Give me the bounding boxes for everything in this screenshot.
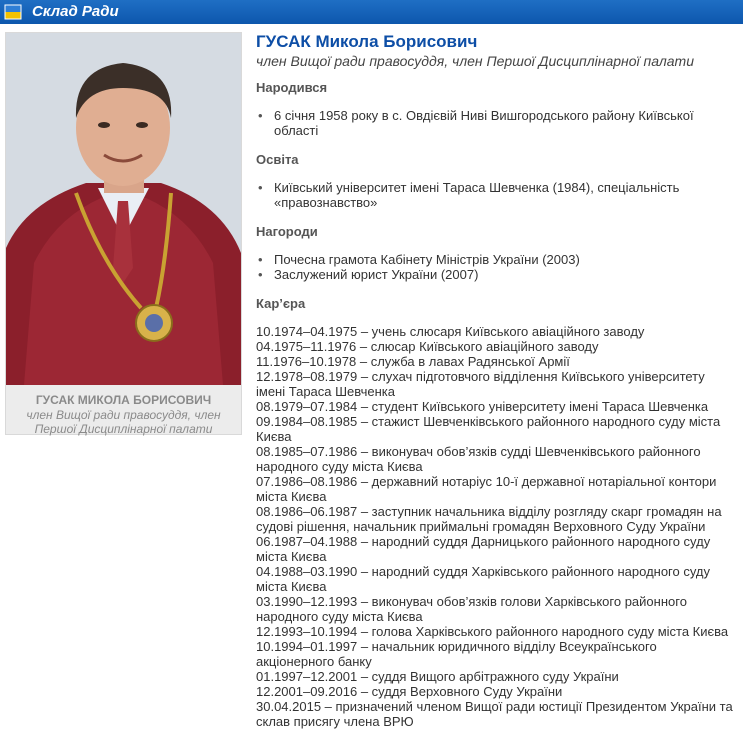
ukraine-flag-icon (4, 3, 22, 21)
photo-caption-role: член Вищої ради правосуддя, член Першої Дисциплінарної палати (26, 408, 221, 436)
career-list (256, 324, 736, 729)
career-item: 09.1984–08.1985 – стажист Шевченківського районного народного суду міста Києва (256, 414, 721, 444)
career-item: 06.1987–04.1988 – народний суддя Дарницького районного народного суду міста Києва (256, 534, 711, 564)
education-list (256, 180, 736, 210)
career-item: 12.1993–10.1994 – голова Харківського районного народного суду міста Києва (256, 624, 729, 639)
career-item: 30.04.2015 – призначений членом Вищої ради юстиції Президентом України та склав присягу члена ВРЮ (256, 699, 733, 729)
career-item: 12.2001–09.2016 – суддя Верховного Суду України (256, 684, 563, 699)
list-item: • Заслужений юрист України (2007) (274, 267, 736, 282)
section-title: Склад Ради (32, 3, 119, 20)
section-born-title: Народився (256, 80, 328, 95)
career-item: 08.1985–07.1986 – виконувач обов’язків судді Шевченківського районного народного суду міста Києва (256, 444, 701, 474)
profile-content (256, 32, 736, 729)
career-item: 12.1978–08.1979 – слухач підготовчого відділення Київського університету імені Тараса Шевченка (256, 369, 705, 399)
born-list (256, 108, 736, 138)
photo-caption-name: ГУСАК МИКОЛА БОРИСОВИЧ (35, 393, 212, 407)
section-career-title: Кар’єра (256, 296, 306, 311)
career-item: 11.1976–10.1978 – служба в лавах Радянської Армії (256, 354, 570, 369)
list-item: • Почесна грамота Кабінету Міністрів України (2003) (274, 252, 736, 267)
career-item: 03.1990–12.1993 – виконувач обов’язків голови Харківського районного народного суду міста Києва (256, 594, 687, 624)
section-education-title: Освіта (256, 152, 299, 167)
section-awards-title: Нагороди (256, 224, 318, 239)
career-item: 04.1988–03.1990 – народний суддя Харківського районного народного суду міста Києва (256, 564, 711, 594)
section-header (0, 0, 743, 24)
career-item: 07.1986–08.1986 – державний нотаріус 10-ї державної нотаріальної контори міста Києва (256, 474, 717, 504)
career-item: 01.1997–12.2001 – суддя Вищого арбітражного суду України (256, 669, 619, 684)
list-item: • Київський університет імені Тараса Шевченка (1984), спеціальність «правознавство» (274, 180, 736, 210)
profile-card (5, 32, 242, 435)
career-item: 10.1974–04.1975 – учень слюсаря Київського авіаційного заводу (256, 324, 645, 339)
profile-photo (6, 33, 241, 385)
profile-role: член Вищої ради правосуддя, член Першої Дисциплінарної палати (256, 53, 694, 69)
career-item: 04.1975–11.1976 – слюсар Київського авіаційного заводу (256, 339, 599, 354)
awards-list (256, 252, 736, 282)
list-item: • 6 січня 1958 року в с. Овдієвій Ниві Вишгородського району Київської області (274, 108, 736, 138)
profile-name: ГУСАК Микола Борисович (256, 32, 478, 51)
career-item: 08.1979–07.1984 – студент Київського університету імені Тараса Шевченка (256, 399, 709, 414)
career-item: 10.1994–01.1997 – начальник юридичного відділу Всеукраїнського акціонерного банку (256, 639, 657, 669)
career-item: 08.1986–06.1987 – заступник начальника відділу розгляду скарг громадян на судові рішення, начальник приймальні громадян Верховного Суду України (256, 504, 722, 534)
